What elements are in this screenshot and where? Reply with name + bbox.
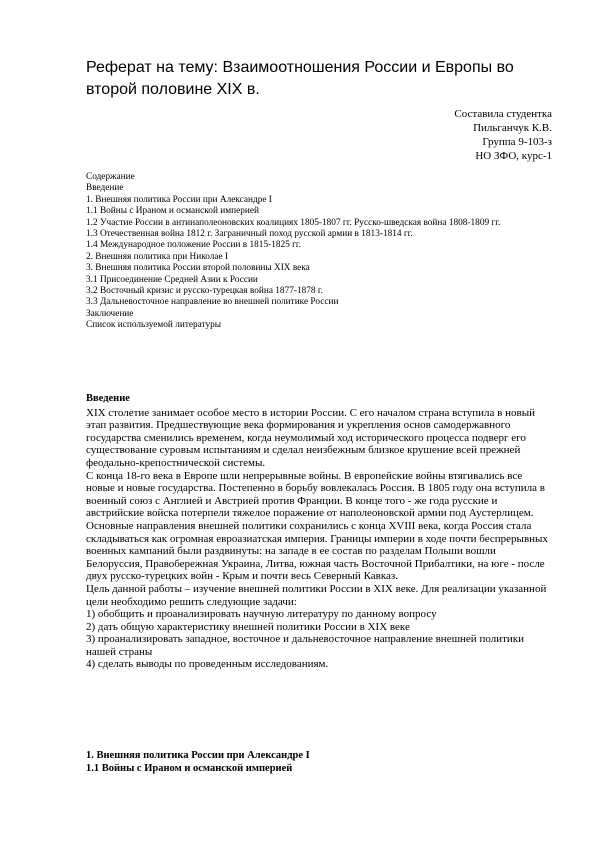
paragraph: С конца 18-го века в Европе шли непрерывные войны. В европейские войны втягивались все новые и новые государства. Постепенно в борьбу вовлекалась Россия. В 1805 году она вступила в военный союз с Англией и Австрией против Франции. В конце того - же года русские и австрийские войска потерпели тяжелое поражение от наполеоновской армии под Аустерлицем. (86, 469, 545, 520)
list-item: 4) сделать выводы по проведенным исследованиям. (86, 658, 329, 671)
author-line: Составила студентка (454, 108, 552, 120)
table-of-contents (86, 172, 556, 332)
document-title: Реферат на тему: Взаимоотношения России и Европы во второй половине XIX в. (86, 59, 514, 98)
section-1 (86, 750, 552, 775)
toc-item: 1. Внешняя политика России при Александре I (86, 194, 272, 205)
toc-item: 1.1 Войны с Ираном и османской империей (86, 206, 259, 217)
list-item: 3) проанализировать западное, восточное и дальневосточное направление внешней политики нашей страны (86, 633, 524, 658)
list-item: 2) дать общую характеристику внешней политики России в XIX веке (86, 620, 410, 633)
author-block (454, 107, 552, 163)
toc-heading: Содержание (86, 172, 135, 182)
author-line: Пильганчук К.В. (473, 122, 552, 134)
paragraph: Основные направления внешней политики сохранились с конца XVIII века, когда Россия стала складываться как огромная евроазиатская империя. Границы империи в ходе почти беспрерывных военных кампаний были раздвинуты: на западе в ее состав по разделам Польши вошли Белоруссия, Правобережная Украина, Литва, южная часть Восточной Прибалтики, на юге - после двух русско-турецких войн - Крым и почти весь Северный Кавказ. (86, 519, 548, 583)
toc-item: 3.2 Восточный кризис и русско-турецкая война 1877-1878 г. (86, 286, 323, 297)
toc-item: 1.4 Международное положение России в 1815-1825 гг. (86, 240, 302, 251)
paragraph: Цель данной работы – изучение внешней политики России в XIX веке. Для реализации указанной цели необходимо решить следующие задачи: (86, 582, 547, 608)
toc-item: 3. Внешняя политика России второй половины XIX века (86, 263, 310, 274)
toc-item: 1.2 Участие России в антинаполеоновских коалициях 1805-1807 гг. Русско-шведская война 1808-1809 гг. (86, 217, 501, 228)
author-line: НО ЗФО, курс-1 (475, 150, 552, 162)
toc-item: 1.3 Отечественная война 1812 г. Заграничный поход русской армии в 1813-1814 гг. (86, 229, 413, 240)
introduction-section (86, 393, 552, 671)
toc-item: 3.1 Присоединение Средней Азии к России (86, 274, 258, 285)
toc-item: 2. Внешняя политика при Николае I (86, 251, 229, 262)
list-item: 1) обобщить и проанализировать научную литературу по данному вопросу (86, 608, 437, 621)
introduction-heading: Введение (86, 393, 130, 404)
toc-item: Заключение (86, 308, 134, 319)
toc-item: Введение (86, 183, 124, 194)
section-heading: 1. Внешняя политика России при Александре I (86, 750, 310, 761)
toc-item: 3.3 Дальневосточное направление во внешней политике России (86, 297, 339, 308)
toc-item: Список используемой литературы (86, 320, 222, 331)
paragraph: XIX столетие занимает особое место в истории России. С его началом страна вступила в новый этап развития. Предшествующие века формирования и укрепления основ самодержавного государства сменились временем, когда неумолимый ход исторического процесса подверг его существование суровым испытаниям и сделал неизбежным близкое крушение всей прежней феодально-крепостнической системы. (86, 406, 535, 469)
subsection-heading: 1.1 Войны с Ираном и османской империей (86, 762, 293, 774)
author-line: Группа 9-103-з (482, 136, 552, 148)
